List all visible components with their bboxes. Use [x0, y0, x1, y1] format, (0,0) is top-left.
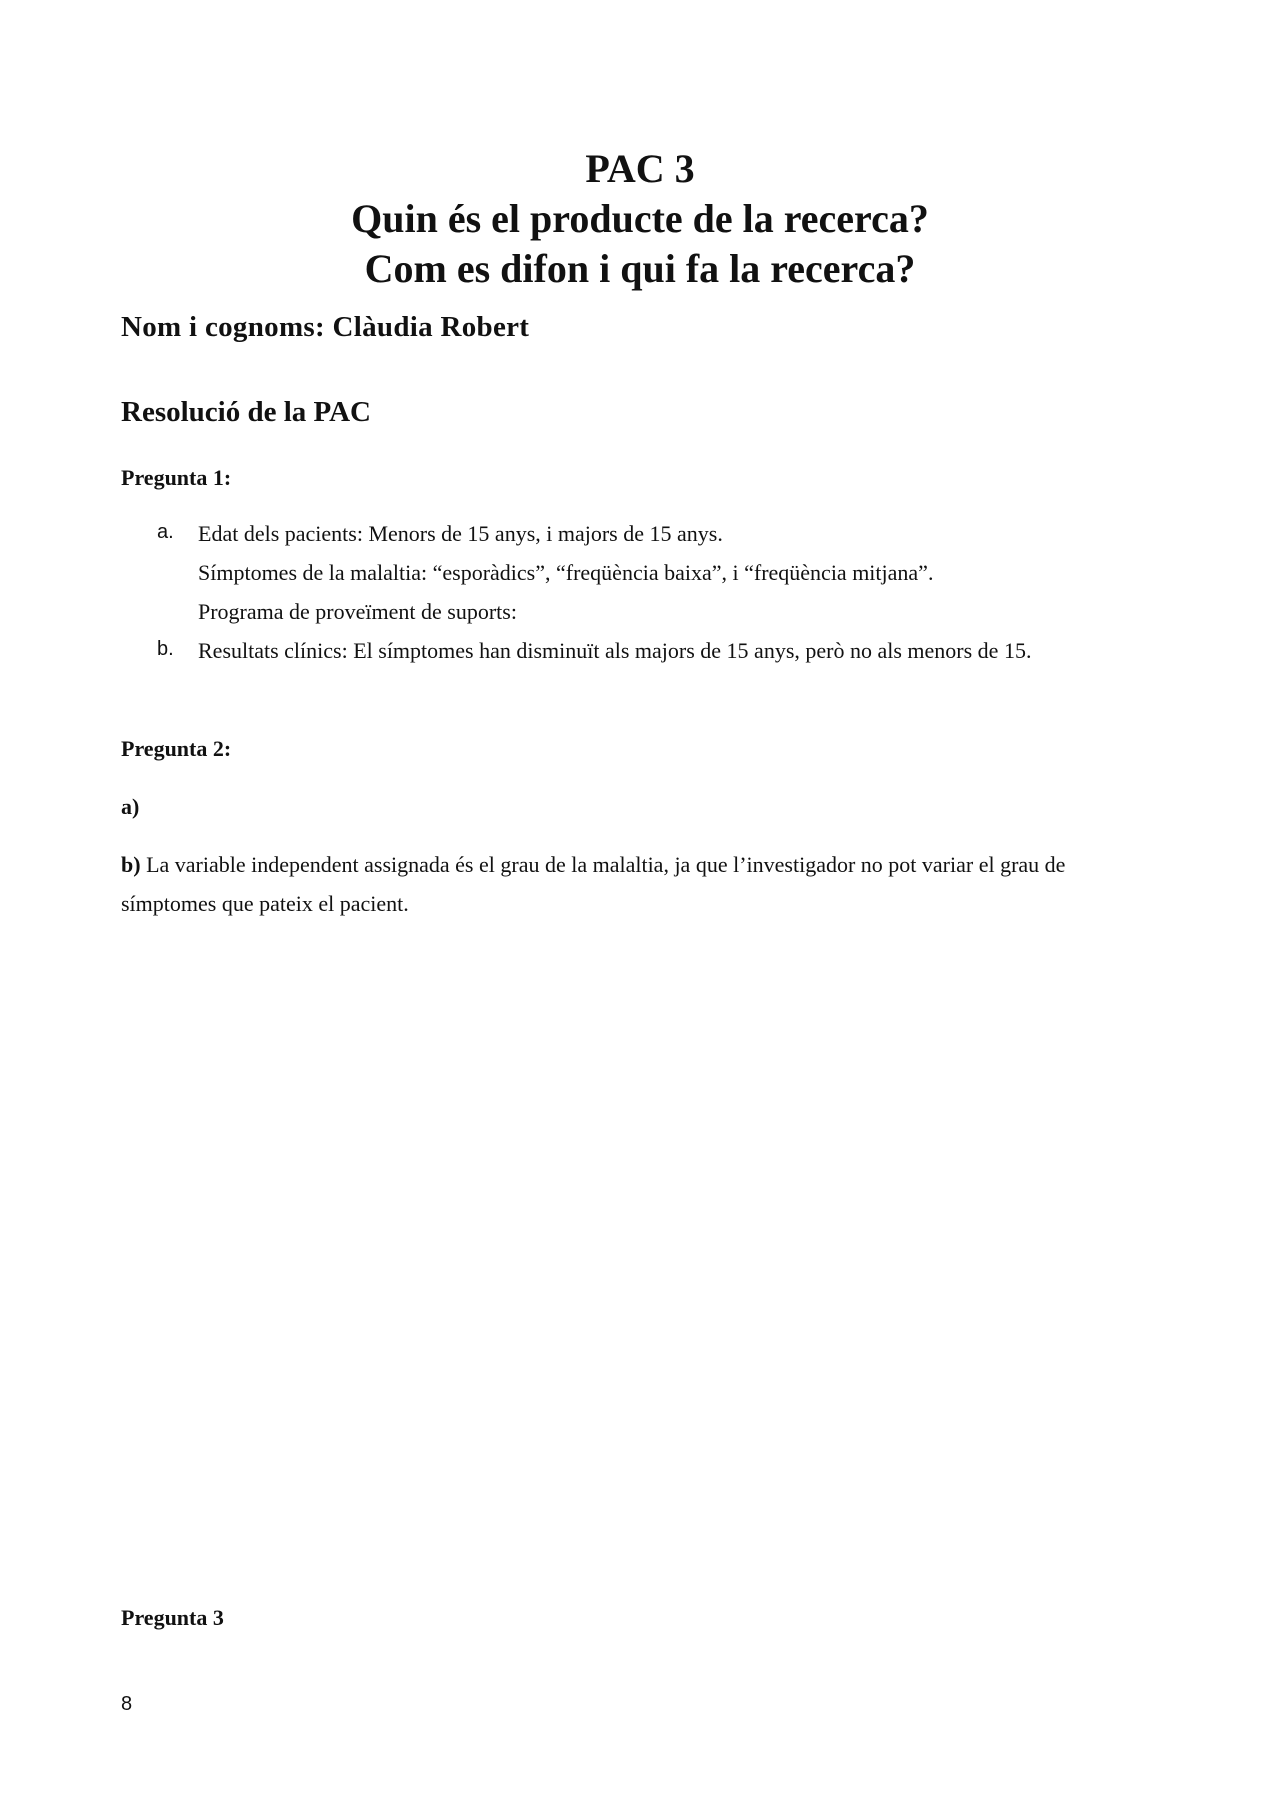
title-line-1: PAC 3 [585, 146, 695, 191]
question-2-part-b-label: b) [121, 852, 141, 877]
document-title [0, 144, 1280, 294]
student-name: Nom i cognoms: Clàudia Robert [121, 311, 530, 343]
title-line-3: Com es difon i qui fa la recerca? [364, 246, 916, 291]
question-2-heading: Pregunta 2: [121, 736, 232, 761]
title-line-2: Quin és el producte de la recerca? [351, 196, 929, 241]
list-item-b-line-1: Resultats clínics: El símptomes han disminuït als majors de 15 anys, però no als menors de 15. [198, 638, 1032, 663]
list-marker-b: b. [157, 638, 174, 660]
question-1-heading: Pregunta 1: [121, 465, 232, 490]
section-heading: Resolució de la PAC [121, 396, 371, 428]
question-2-part-b-paragraph [121, 845, 1161, 923]
question-2-part-b-text: La variable independent assignada és el grau de la malaltia, ja que l’investigador no pot variar el grau de símptomes que pateix el pacient. [121, 852, 1066, 916]
question-3-heading: Pregunta 3 [121, 1605, 224, 1630]
page-number: 8 [121, 1693, 133, 1715]
list-item-a-line-3: Programa de proveïment de suports: [198, 599, 517, 624]
list-item-a-line-2: Símptomes de la malaltia: “esporàdics”, “freqüència baixa”, i “freqüència mitjana”. [198, 560, 934, 585]
list-item-a-line-1: Edat dels pacients: Menors de 15 anys, i majors de 15 anys. [198, 521, 723, 546]
list-marker-a: a. [157, 521, 174, 543]
question-2-part-a-label: a) [121, 794, 140, 819]
